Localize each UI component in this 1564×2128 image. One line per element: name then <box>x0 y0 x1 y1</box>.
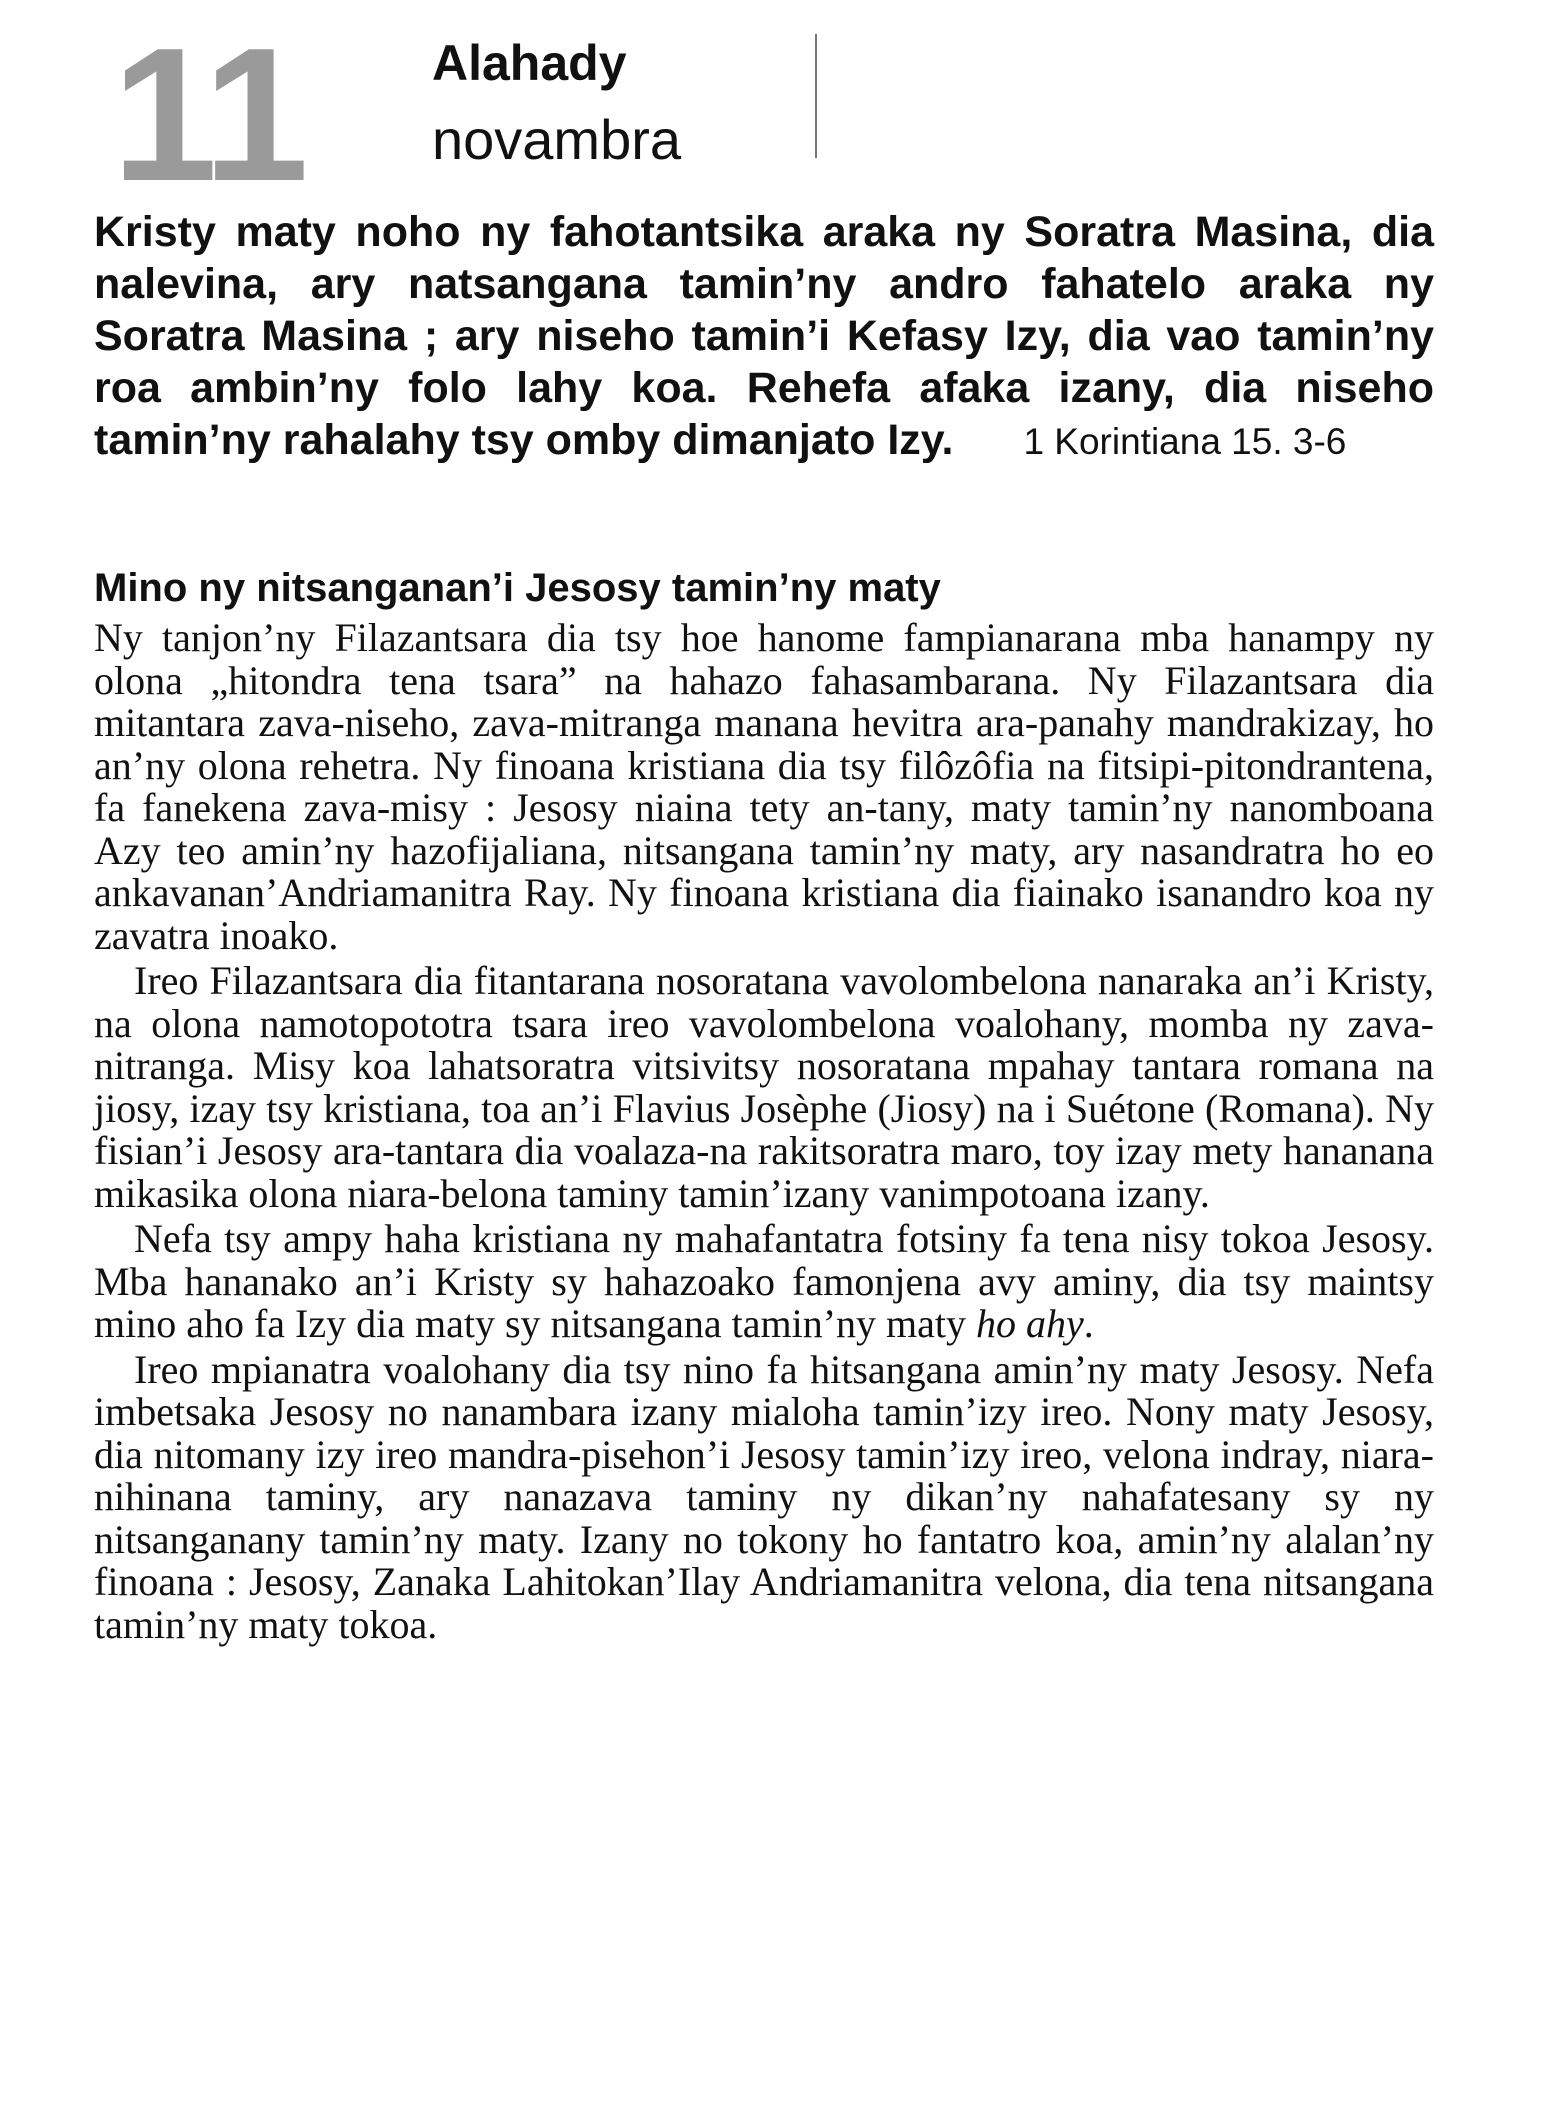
paragraph-4 <box>94 1346 1434 1647</box>
paragraph-text: Ireo mpianatra voalohany dia tsy nino fa hitsangana amin’ny maty Jesosy. Nefa imbetsaka Jesosy no nanambara izany mialoha tamin’izy ireo. Nony maty Jesosy, dia nitomany izy ireo mandra-pisehon’i Jesosy tamin’izy ireo, velona indray, niara-nihinana taminy, ary nanazava taminy ny dikan’ny nahafatesany sy ny nitsanganany tamin’ny maty. Izany no tokony ho fantatro koa, amin’ny alalan’ny finoana : Jesosy, Zanaka Lahitokan’Ilay Andriamanitra velona, dia tena nitsangana tamin’ny maty tokoa. <box>94 1346 1434 1647</box>
verse-reference: 1 Korintiana 15. 3-6 <box>1023 421 1347 462</box>
paragraph-text: Ireo Filazantsara dia fitantarana nosoratana vavolombelona nanaraka an’i Kristy, na olona namotopototra tsara ireo vavolombelona voalohany, momba ny zava-nitranga. Misy koa lahatsoratra vitsivitsy nosoratana mpahay tantara romana na jiosy, izay tsy kristiana, toa an’i Flavius Josèphe (Jiosy) na i Suétone (Romana). Ny fisian’i Jesosy ara-tantara dia voalaza-na rakitsoratra maro, toy izay mety hananana mikasika olona niara-belona taminy tamin’izany vanimpotoana izany. <box>94 958 1434 1216</box>
paragraph-text: Ny tanjon’ny Filazantsara dia tsy hoe hanome fampianarana mba hanampy ny olona „hitondra tena tsara” na hahazo fahasambarana. Ny Filazantsara dia mitantara zava-niseho, zava-mitranga manana hevitra ara-panahy mandrakizay, ho an’ny olona rehetra. Ny finoana kristiana dia tsy filôzôfia na fitsipi-pitondrantena, fa fanekena zava-misy : Jesosy niaina tety an-tany, maty tamin’ny nanomboana Azy teo amin’ny hazofijaliana, nitsangana tamin’ny maty, ary nasandratra ho eo ankavanan’Andriamanitra Ray. Ny finoana kristiana dia fiainako isanandro koa ny zavatra inoako. <box>94 615 1434 958</box>
emphasis-text: ho ahy <box>976 1301 1084 1346</box>
header-divider <box>815 34 817 158</box>
weekday-label: Alahady <box>432 35 627 91</box>
verse-text: Kristy maty noho ny fahotantsika araka ny Soratra Masina, dia nalevina, ary natsangana tamin’ny andro fahatelo araka ny Soratra Masina ; ary niseho tamin’i Kefasy Izy, dia vao tamin’ny roa ambin’ny folo lahy koa. Rehefa afaka izany, dia niseho tamin’ny rahalahy tsy omby dimanjato Izy. <box>94 208 1434 464</box>
month-label: novambra <box>432 108 682 171</box>
bible-verse <box>94 206 1434 468</box>
paragraph-end: . <box>1083 1301 1094 1346</box>
article-body <box>94 617 1434 1649</box>
paragraph-2 <box>94 960 1434 1215</box>
article-title: Mino ny nitsanganan’i Jesosy tamin’ny maty <box>94 566 941 610</box>
paragraph-1 <box>94 617 1434 957</box>
day-number: 11 <box>112 9 305 221</box>
paragraph-3 <box>94 1218 1434 1346</box>
paragraph-text: Nefa tsy ampy haha kristiana ny mahafantatra fotsiny fa tena nisy tokoa Jesosy. Mba hananako an’i Kristy sy hahazoako famonjena avy aminy, dia tsy maintsy mino aho fa Izy dia maty sy nitsangana tamin’ny maty <box>94 1216 1434 1346</box>
